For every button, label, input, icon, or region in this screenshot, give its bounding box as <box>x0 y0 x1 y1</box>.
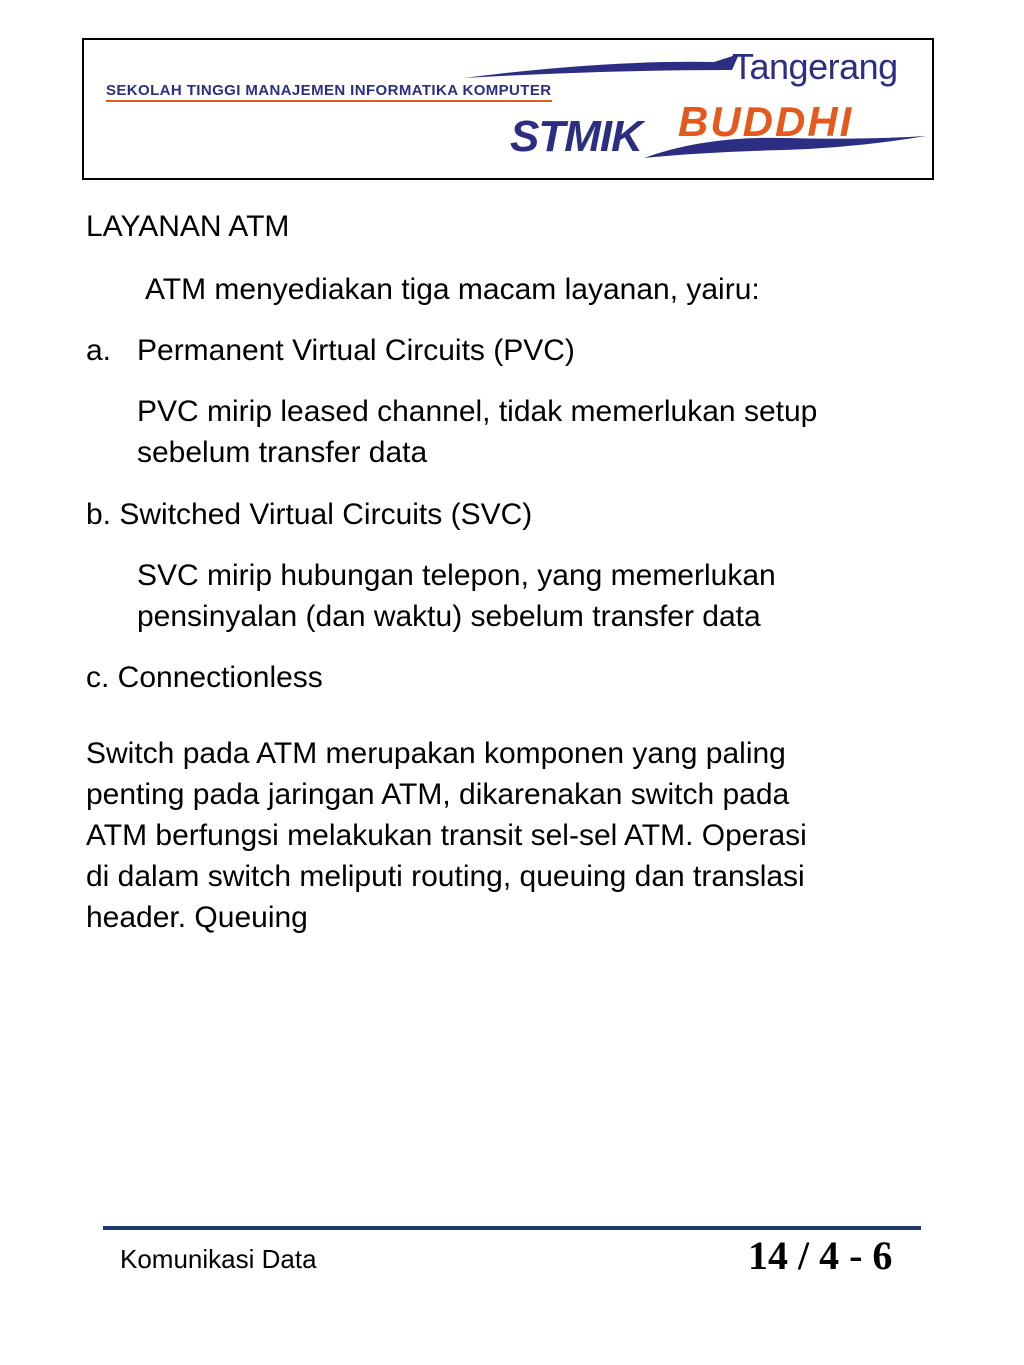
item-a-marker: a. <box>86 334 112 367</box>
paragraph-line-4: di dalam switch meliputi routing, queuing dan translasi <box>86 860 805 893</box>
paragraph-line-5: header. Queuing <box>86 901 308 934</box>
paragraph-line-2: penting pada jaringan ATM, dikarenakan switch pada <box>86 778 790 811</box>
item-a-desc-line-2: sebelum transfer data <box>137 436 428 469</box>
item-c-title: c. Connectionless <box>86 661 323 694</box>
school-name: SEKOLAH TINGGI MANAJEMEN INFORMATIKA KOMPUTER <box>106 82 552 102</box>
paragraph-line-3: ATM berfungsi melakukan transit sel-sel ATM. Operasi <box>86 819 807 852</box>
section-heading: LAYANAN ATM <box>86 210 290 243</box>
item-a-desc-line-1: PVC mirip leased channel, tidak memerlukan setup <box>137 395 818 428</box>
logo-city-text: Tangerang <box>732 46 898 87</box>
paragraph-line-1: Switch pada ATM merupakan komponen yang paling <box>86 737 786 770</box>
item-b-title: b. Switched Virtual Circuits (SVC) <box>86 498 533 531</box>
header-banner <box>82 38 934 180</box>
intro-text: ATM menyediakan tiga macam layanan, yairu: <box>145 273 760 306</box>
item-b-desc-line-2: pensinyalan (dan waktu) sebelum transfer data <box>137 600 761 633</box>
footer-page-number: 14 / 4 - 6 <box>748 1233 893 1278</box>
logo-buddhi-text: BUDDHI <box>678 98 854 145</box>
item-a-title: Permanent Virtual Circuits (PVC) <box>137 334 575 367</box>
footer-divider <box>103 1226 921 1230</box>
item-b-desc-line-1: SVC mirip hubungan telepon, yang memerlukan <box>137 559 776 592</box>
footer-course-title: Komunikasi Data <box>120 1244 317 1274</box>
logo-stmik-text: STMIK <box>510 112 642 161</box>
